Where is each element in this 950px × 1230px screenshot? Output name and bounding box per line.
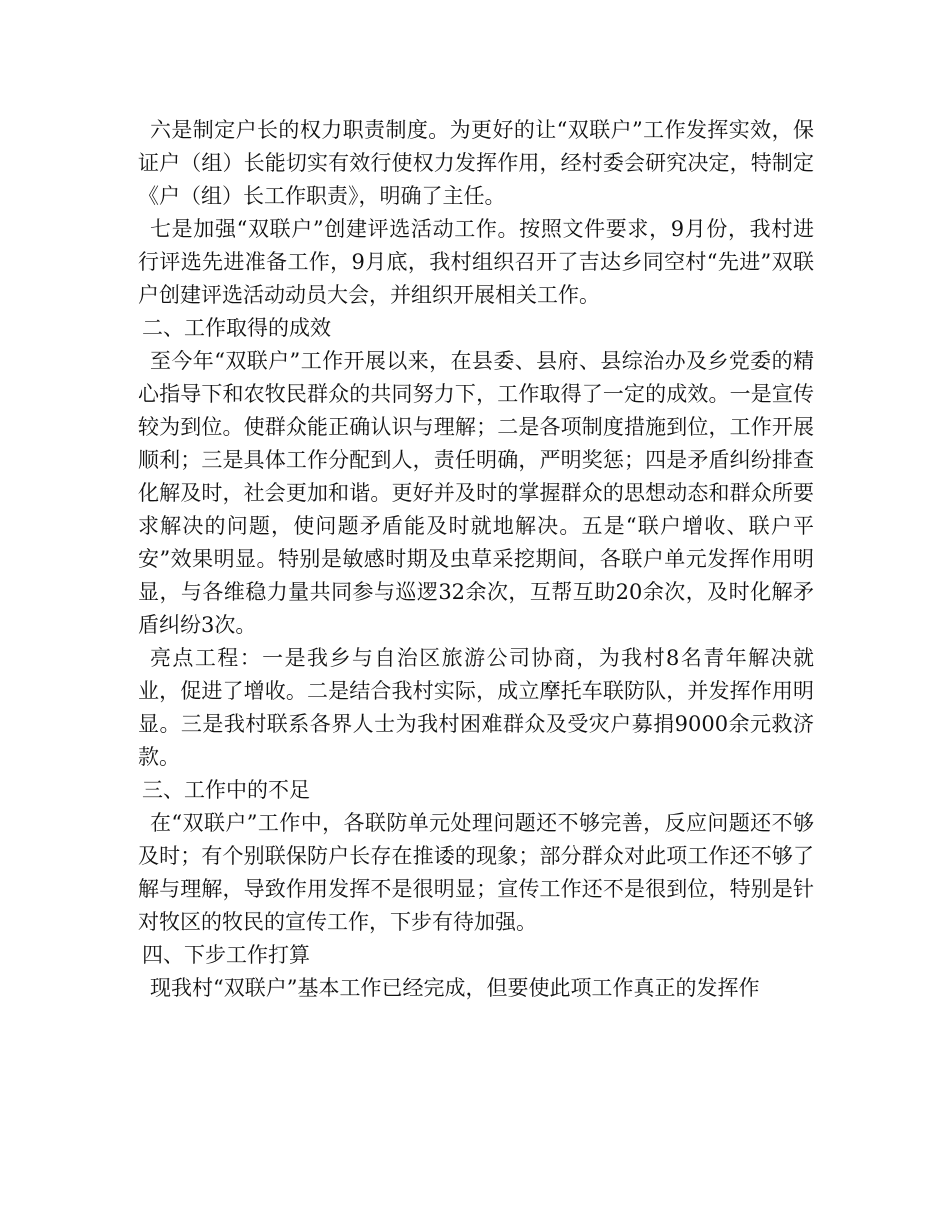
section-heading-next-steps: 四、下步工作打算 [142, 943, 310, 967]
paragraph-achievements: 至今年“双联户”工作开展以来，在县委、县府、县综治办及乡党委的精心指导下和农牧民群众的共同努力下，工作取得了一定的成效。一是宣传较为到位。使群众能正确认识与理解；二是各项制度措施到位，工作开展顺利；三是具体工作分配到人，责任明确，严明奖惩；四是矛盾纠纷排查化解及时，社会更加和谐。更好并及时的掌握群众的思想动态和群众所要求解决的问题，使问题矛盾能及时就地解决。五是“联户增收、联户平安”效果明显。特别是敏感时期及虫草采挖期间，各联户单元发挥作用明显，与各维稳力量共同参与巡逻32余次，互帮互助20余次，及时化解矛盾纠纷3次。 [138, 349, 814, 637]
paragraph-highlights: 亮点工程：一是我乡与自治区旅游公司协商，为我村8名青年解决就业，促进了增收。二是结合我村实际，成立摩托车联防队，并发挥作用明显。三是我村联系各界人士为我村困难群众及受灾户募捐9000余元救济款。 [138, 646, 814, 769]
paragraph-next-steps: 现我村“双联户”基本工作已经完成，但要使此项工作真正的发挥作 [150, 976, 760, 1000]
document-body [138, 114, 814, 1005]
paragraph-shortcomings: 在“双联户”工作中，各联防单元处理问题还不够完善，反应问题还不够及时；有个别联保防户长存在推诿的现象；部分群众对此项工作还不够了解与理解，导致作用发挥不是很明显；宣传工作还不是很到位，特别是针对牧区的牧民的宣传工作，下步有待加强。 [138, 811, 814, 934]
paragraph-selection-activity: 七是加强“双联户”创建评选活动工作。按照文件要求，9月份，我村进行评选先进准备工作，9月底，我村组织召开了吉达乡同空村“先进”双联户创建评选活动动员大会，并组织开展相关工作。 [138, 217, 814, 307]
paragraph-system-duties: 六是制定户长的权力职责制度。为更好的让“双联户”工作发挥实效，保证户（组）长能切实有效行使权力发挥作用，经村委会研究决定，特制定《户（组）长工作职责》，明确了主任。 [138, 118, 814, 208]
section-heading-shortcomings: 三、工作中的不足 [142, 778, 310, 802]
section-heading-achievements: 二、工作取得的成效 [142, 316, 331, 340]
